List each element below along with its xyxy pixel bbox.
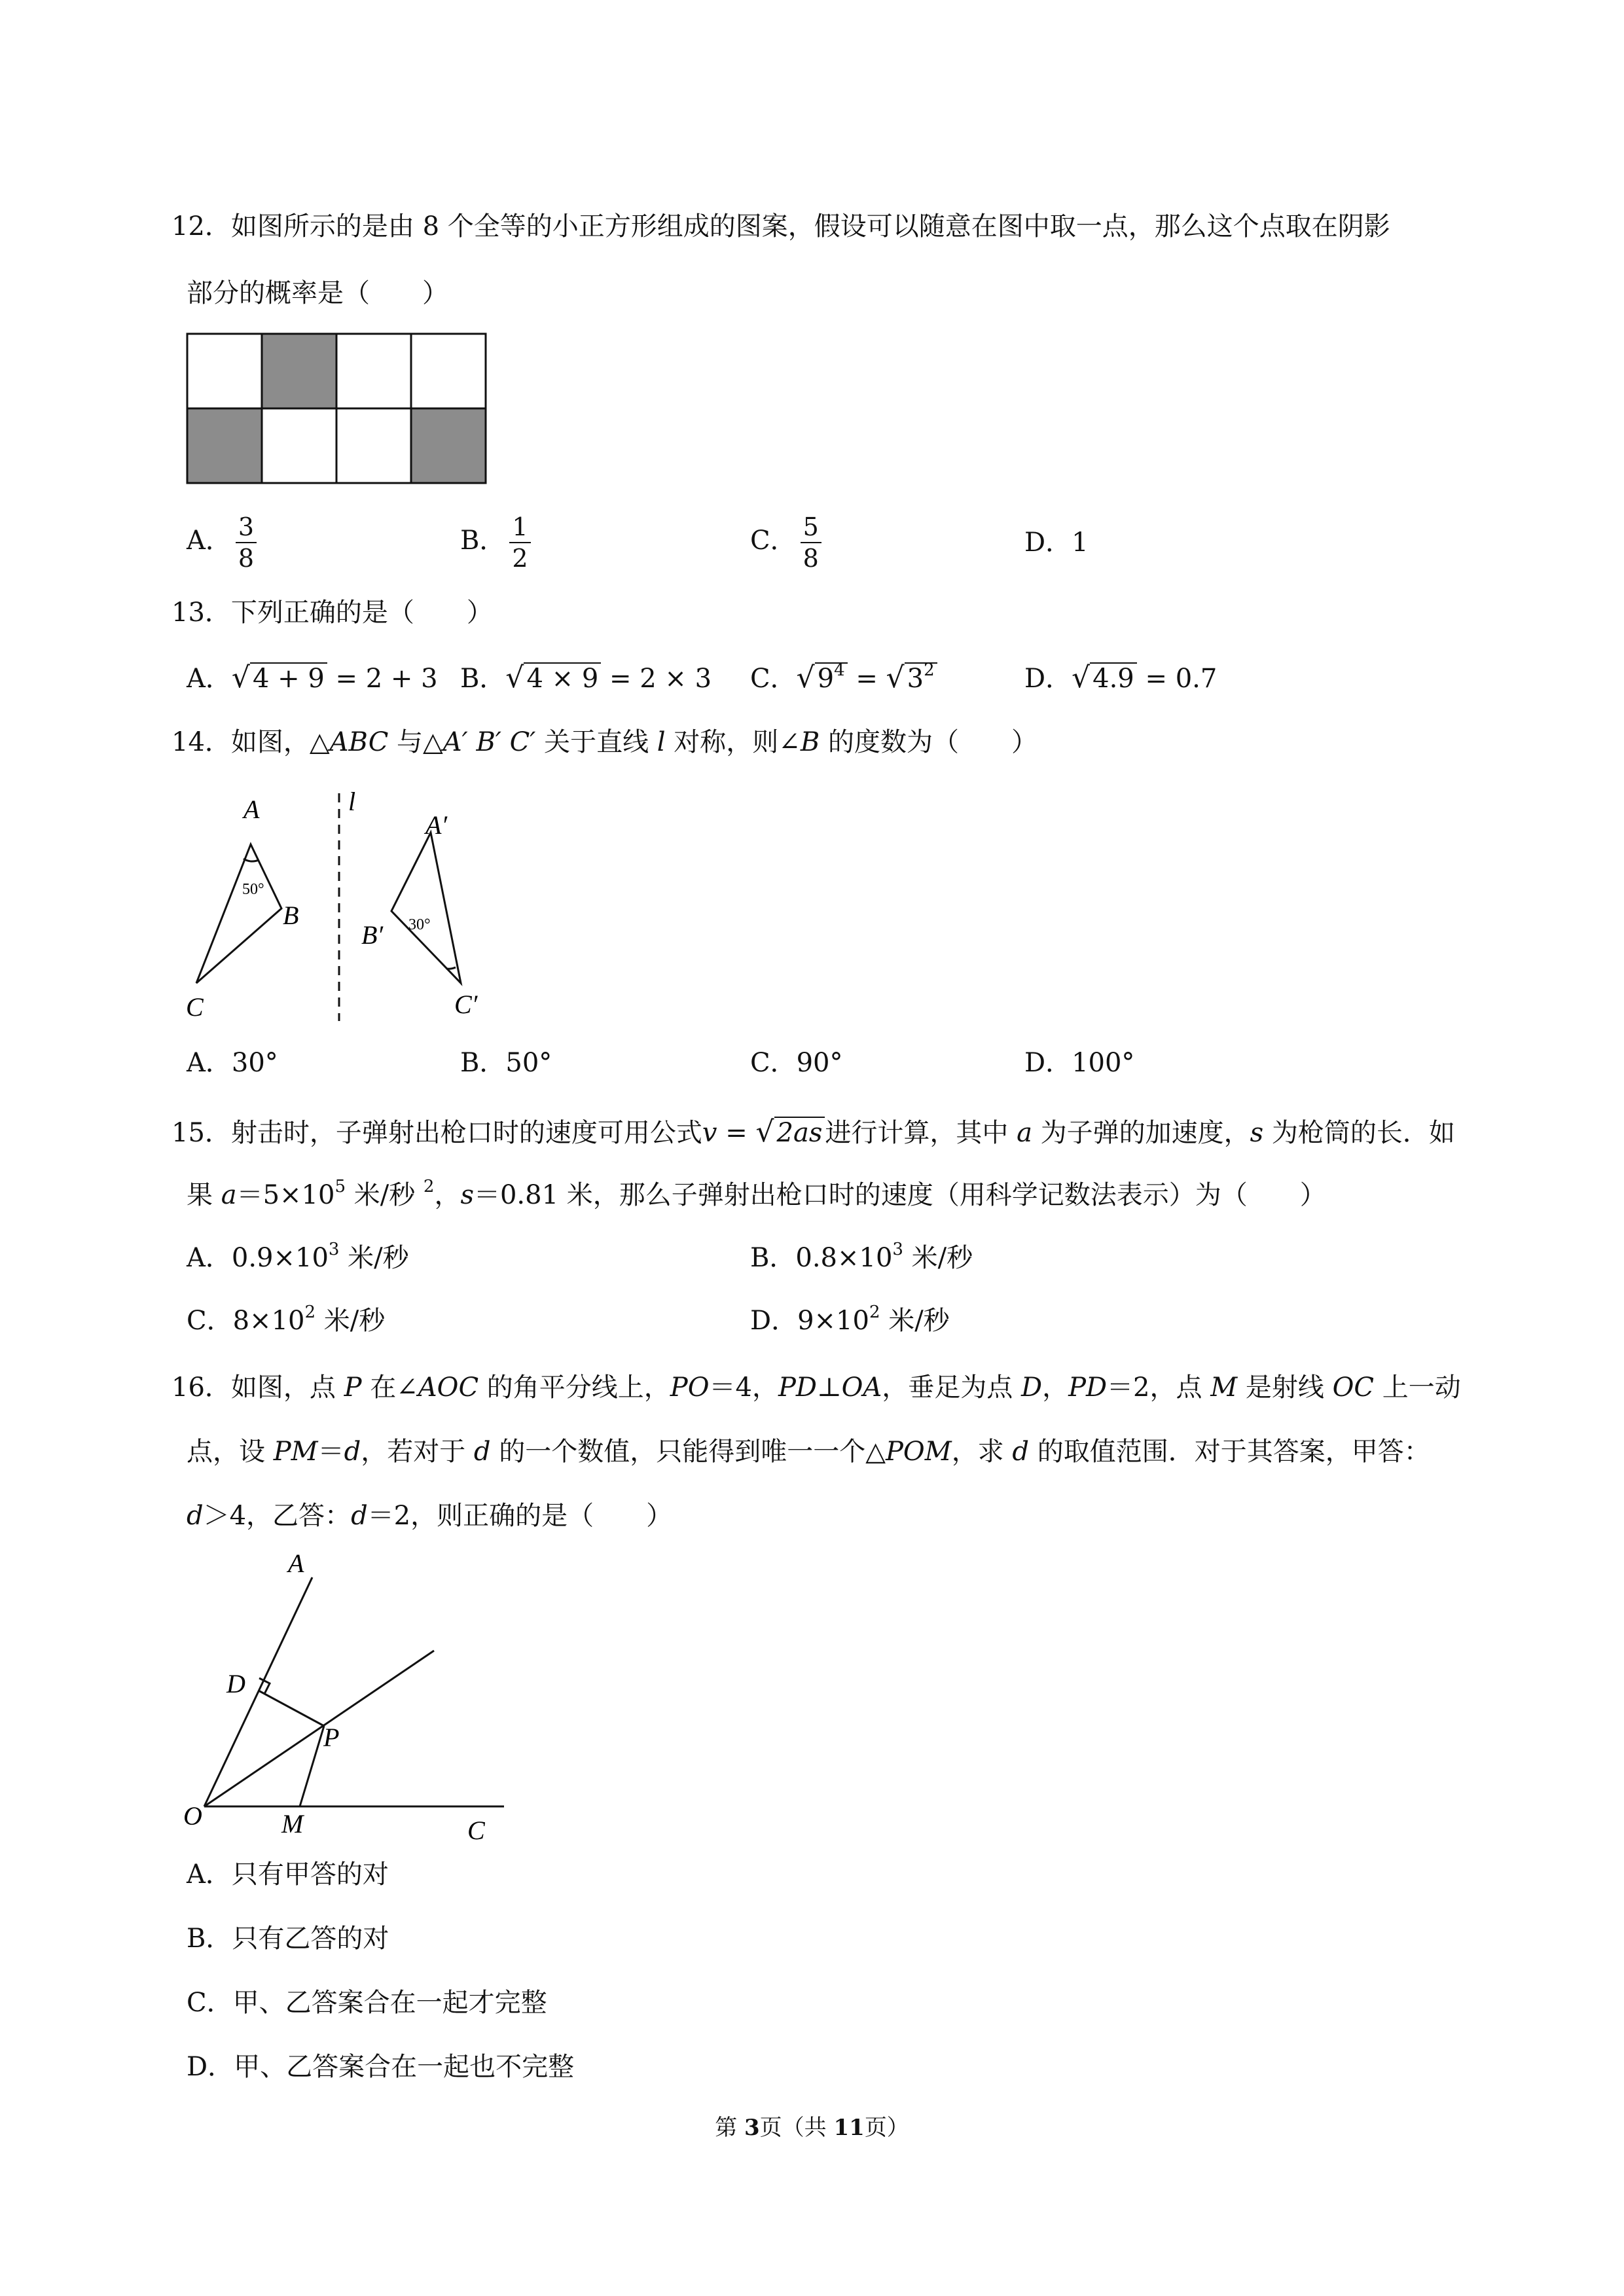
q16-stem-line1: 16．如图，点 P 在∠AOC 的角平分线上，PO＝4，PD⊥OA，垂足为点 D，PD＝2，点 M 是射线 OC 上一动 [171, 1372, 1461, 1403]
q16-option-c: C．甲、乙答案合在一起才完整 [187, 1988, 547, 2018]
triangle-a2b2c2 [391, 833, 461, 983]
page-number: 3 [744, 2115, 760, 2141]
q15-option-d: D．$9\times 10^2$ 米/秒 [750, 1302, 950, 1336]
q16-stem-line2: 点，设 PM＝d，若对于 d 的一个数值，只能得到唯一一个△POM，求 d 的取值范围．对于其答案，甲答： [187, 1437, 1430, 1467]
q16-option-d: D．甲、乙答案合在一起也不完整 [187, 2052, 575, 2082]
q16-stem-line3: d＞4，乙答：d＝2，则正确的是（ ） [187, 1501, 673, 1531]
q14-option-a: A．30° [187, 1048, 278, 1078]
page-footer: 第 3页（共 11页） [715, 2115, 909, 2141]
triangle-abc [196, 844, 281, 983]
angle-label-30: 30° [408, 916, 431, 933]
q16-option-b: B．只有乙答的对 [187, 1924, 389, 1954]
label-p: P [323, 1723, 340, 1752]
q13-option-c: C．√ $9^4$ = √ $3^2$ [750, 662, 937, 694]
q15-stem-line2: 果 $a=5\times 10^5$ 米/秒 $^2$，s＝0.81 米，那么子弹射出枪口时的速度（用科学记数法表示）为（ ） [187, 1177, 1326, 1210]
q12-option-a: A． $\frac{3}{8}$ [187, 512, 257, 573]
label-m: M [281, 1809, 304, 1839]
label-b-prime: B′ [361, 920, 384, 950]
label-b: B [283, 901, 299, 930]
label-a: A [244, 795, 260, 824]
q14-option-d: D．100° [1024, 1048, 1135, 1078]
q12-grid-figure [186, 332, 490, 487]
q12-option-b: B． $\frac{1}{2}$ [460, 512, 531, 573]
q16-option-a: A．只有甲答的对 [187, 1859, 389, 1890]
shaded-square [187, 408, 262, 483]
q14-option-b: B．50° [460, 1048, 552, 1078]
angle-arc [244, 859, 259, 861]
label-c-prime: C′ [454, 990, 478, 1019]
q14-symmetry-figure [183, 785, 511, 1028]
q15-option-a: A．$0.9\times 10^3$ 米/秒 [187, 1240, 409, 1273]
q15-stem-line1: 15．射击时，子弹射出枪口时的速度可用公式v = √ 2as 进行计算，其中 a 为子弹的加速度，s 为枪筒的长．如 [171, 1115, 1455, 1149]
q13-option-b: B．√ 4 × 9 = 2 × 3 [460, 661, 712, 694]
angle-label-50: 50° [242, 881, 264, 898]
q12-option-d: D．1 [1024, 528, 1089, 558]
q15-option-c: C．$8\times 10^2$ 米/秒 [187, 1302, 386, 1336]
q13-option-d: D．√ 4.9 = 0.7 [1024, 661, 1218, 694]
label-o: O [183, 1801, 202, 1831]
label-a: A [288, 1549, 304, 1578]
label-d: D [226, 1669, 245, 1698]
shaded-square [262, 334, 336, 408]
q12-option-c: C． $\frac{5}{8}$ [750, 512, 821, 573]
label-l: l [348, 787, 356, 816]
label-c: C [186, 992, 204, 1022]
q12-stem-line2: 部分的概率是（ ） [187, 278, 448, 308]
segment-pd [259, 1691, 324, 1726]
q16-angle-bisector-figure [177, 1545, 524, 1852]
page-total: 11 [833, 2115, 865, 2141]
q13-stem: 13．下列正确的是（ ） [171, 598, 493, 628]
ray-oa [204, 1577, 312, 1806]
q15-option-b: B．$0.8\times 10^3$ 米/秒 [750, 1240, 973, 1273]
q14-option-c: C．90° [750, 1048, 843, 1078]
q13-option-a: A．√ 4 + 9 = 2 + 3 [187, 661, 438, 694]
label-a-prime: A′ [425, 810, 448, 840]
angle-arc [446, 967, 456, 969]
label-c: C [467, 1816, 485, 1845]
q14-stem: 14．如图，△ABC 与△A′ B′ C′ 关于直线 l 对称，则∠B 的度数为（ ） [171, 727, 1038, 757]
shaded-square [411, 408, 486, 483]
q12-stem-line1: 12．如图所示的是由 8 个全等的小正方形组成的图案，假设可以随意在图中取一点，那么这个点取在阴影 [171, 211, 1390, 242]
